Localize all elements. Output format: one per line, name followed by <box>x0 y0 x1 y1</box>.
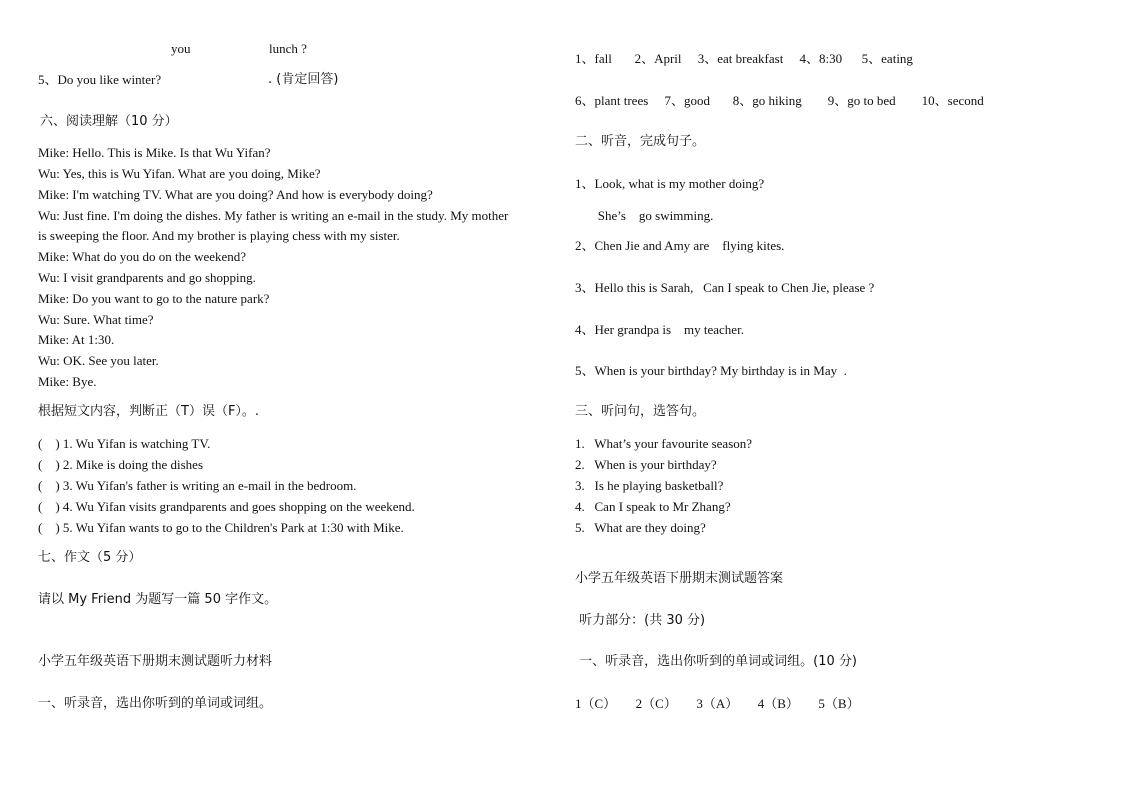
dialogue-line: Wu: I visit grandparents and go shopping. <box>38 270 256 285</box>
dialogue-line: Wu: Just fine. I'm doing the dishes. My father is writing an e-mail in the study. My mother <box>38 208 509 223</box>
answers-title: 小学五年级英语下册期末测试题答案 <box>575 571 784 586</box>
dialogue-line: Mike: Do you want to go to the nature park? <box>38 291 270 306</box>
tf-item: ( ) 3. Wu Yifan's father is writing an e-mail in the bedroom. <box>38 478 357 493</box>
section-7-title: 七、作文（5 分） <box>38 550 142 565</box>
section-6-title: 六、阅读理解（10 分） <box>40 114 178 129</box>
tf-instruction: 根据短文内容，判断正（T）误（F）。. <box>38 404 260 419</box>
listening-part-label: 听力部分：(共 30 分) <box>575 613 706 628</box>
sentence-item: 4、Her grandpa is my teacher. <box>575 322 744 337</box>
word-list-row-1: 1、fall 2、April 3、eat breakfast 4、8:30 5、eating <box>575 51 913 66</box>
sentence-item: 5、When is your birthday? My birthday is in May . <box>575 363 847 378</box>
q4-fragment-lunch: lunch ? <box>269 41 307 56</box>
essay-prompt: 请以 My Friend 为题写一篇 50 字作文。 <box>38 592 278 607</box>
tf-item: ( ) 5. Wu Yifan wants to go to the Children's Park at 1:30 with Mike. <box>38 520 404 535</box>
sentence-item: 2、Chen Jie and Amy are flying kites. <box>575 238 785 253</box>
tf-item: ( ) 1. Wu Yifan is watching TV. <box>38 436 211 451</box>
question-item: 1. What’s your favourite season? <box>575 436 753 451</box>
question-item: 2. When is your birthday? <box>575 457 717 472</box>
dialogue-line: Mike: At 1:30. <box>38 332 115 347</box>
q4-fragment-you: you <box>171 41 191 56</box>
dialogue-line: Mike: What do you do on the weekend? <box>38 249 247 264</box>
dialogue-line: Wu: Yes, this is Wu Yifan. What are you doing, Mike? <box>38 166 321 181</box>
dialogue-line: Wu: OK. See you later. <box>38 353 159 368</box>
sentence-item: She’s go swimming. <box>575 208 714 223</box>
tf-item: ( ) 4. Wu Yifan visits grandparents and goes shopping on the weekend. <box>38 499 415 514</box>
answers-row: 1（C） 2（C） 3（A） 4（B） 5（B） <box>575 696 860 711</box>
dialogue-line: Mike: I'm watching TV. What are you doing? And how is everybody doing? <box>38 187 433 202</box>
question-item: 3. Is he playing basketball? <box>575 478 724 493</box>
tf-item: ( ) 2. Mike is doing the dishes <box>38 457 204 472</box>
question-5-hint: . (肯定回答) <box>268 72 339 87</box>
section-3-title: 三、听问句，选答句。 <box>575 404 706 419</box>
question-5: 5、Do you like winter? <box>38 72 162 87</box>
question-item: 5. What are they doing? <box>575 520 706 535</box>
sentence-item: 3、Hello this is Sarah, Can I speak to Chen Jie, please ? <box>575 280 875 295</box>
sentence-item: 1、Look, what is my mother doing? <box>575 176 765 191</box>
dialogue-line: is sweeping the floor. And my brother is playing chess with my sister. <box>38 228 400 243</box>
dialogue-line: Mike: Bye. <box>38 374 97 389</box>
dialogue-line: Wu: Sure. What time? <box>38 312 154 327</box>
word-list-row-2: 6、plant trees 7、good 8、go hiking 9、go to bed 10、second <box>575 93 984 108</box>
dialogue-line: Mike: Hello. This is Mike. Is that Wu Yifan? <box>38 145 271 160</box>
listening-material-title: 小学五年级英语下册期末测试题听力材料 <box>38 654 273 669</box>
section-2-title: 二、听音，完成句子。 <box>575 134 706 149</box>
listening-section-1: 一、听录音，选出你听到的单词或词组。 <box>38 696 273 711</box>
question-item: 4. Can I speak to Mr Zhang? <box>575 499 731 514</box>
answers-section-1: 一、听录音，选出你听到的单词或词组。(10 分) <box>575 654 857 669</box>
